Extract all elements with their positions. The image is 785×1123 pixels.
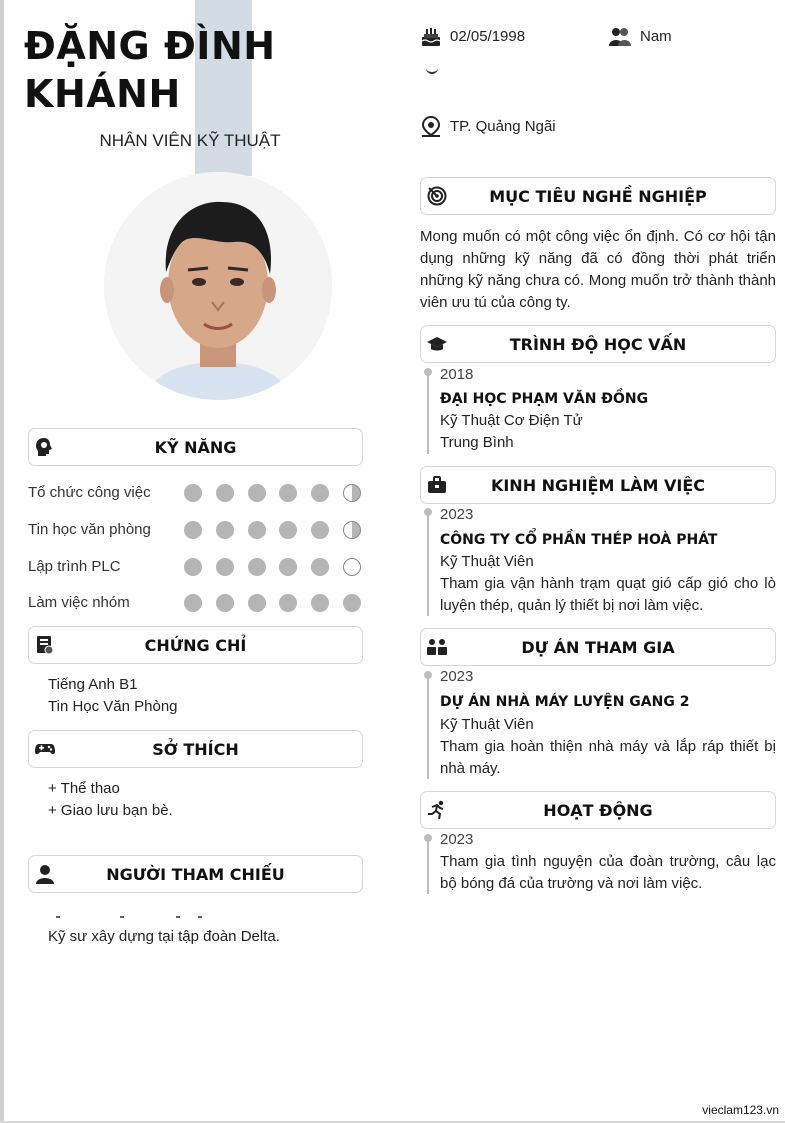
skill-row (28, 556, 364, 578)
certificate-item: Tiếng Anh B1 (48, 676, 138, 693)
skill-rating-dot (279, 521, 297, 539)
certificates-title: CHỨNG CHỈ (144, 636, 247, 655)
timeline-line (427, 374, 429, 454)
certificates-section-header (28, 626, 363, 664)
page-edge-left (0, 0, 4, 1123)
certificate-item: Tin Học Văn Phòng (48, 698, 178, 715)
skill-rating-dot (248, 558, 266, 576)
avatar (104, 172, 332, 400)
skills-section-header (28, 428, 363, 466)
education-major: Kỹ Thuật Cơ Điện Tử (440, 412, 583, 429)
objective-title: MỤC TIÊU NGHỀ NGHIỆP (489, 187, 707, 206)
graduation-cap-icon (427, 334, 447, 354)
references-title: NGƯỜI THAM CHIẾU (106, 865, 285, 884)
project-role: Kỹ Thuật Viên (440, 716, 534, 733)
skill-rating-dot (216, 594, 234, 612)
skill-label: Tổ chức công việc (28, 484, 151, 501)
lightbulb-head-icon (35, 437, 55, 457)
skill-rating-dot (311, 594, 329, 612)
skill-rating-dot (248, 484, 266, 502)
skill-rating-dot (216, 484, 234, 502)
target-icon (427, 186, 447, 206)
team-icon (427, 637, 447, 657)
skills-title: KỸ NĂNG (154, 438, 237, 457)
projects-title: DỰ ÁN THAM GIA (521, 638, 675, 657)
skill-rating-dot (311, 558, 329, 576)
gender: Nam (640, 28, 672, 45)
experience-description: Tham gia vận hành trạm quạt gió cấp gió cho lò luyện thép, quản lý thiết bị nơi làm việc. (440, 575, 776, 614)
skill-rating-dot (343, 594, 361, 612)
objective-section-header (420, 177, 776, 215)
education-grade: Trung Bình (440, 434, 514, 451)
education-section-header (420, 325, 776, 363)
skill-row (28, 592, 364, 614)
gender-users-icon (609, 26, 631, 48)
hobby-item: + Giao lưu bạn bè. (48, 802, 173, 819)
activity-year: 2023 (440, 831, 474, 848)
project-description: Tham gia hoàn thiện nhà máy và lắp ráp thiết bị nhà máy. (440, 738, 776, 777)
skill-rating-dot (311, 521, 329, 539)
avatar-portrait (104, 172, 332, 400)
footer-brand: vieclam123.vn (702, 1103, 779, 1117)
reference-line: Kỹ sư xây dựng tại tập đoàn Delta. (48, 928, 280, 945)
job-title: NHÂN VIÊN KỸ THUẬT (99, 131, 281, 150)
activities-title: HOẠT ĐỘNG (543, 801, 653, 820)
map-pin-icon (420, 116, 442, 138)
project-name: DỰ ÁN NHÀ MÁY LUYỆN GANG 2 (440, 694, 690, 710)
user-icon (35, 864, 55, 884)
gamepad-icon (35, 739, 55, 759)
experience-position: Kỹ Thuật Viên (440, 553, 534, 570)
experience-year: 2023 (440, 506, 474, 523)
education-school: ĐẠI HỌC PHẠM VĂN ĐỒNG (440, 391, 649, 407)
skill-rating-dot (184, 594, 202, 612)
activity-description: Tham gia tình nguyện của đoàn trường, câu lạc bộ bóng đá của trường và nơi làm việc. (440, 853, 776, 892)
activities-section-header (420, 791, 776, 829)
location: TP. Quảng Ngãi (450, 118, 556, 135)
skill-rating-dot (279, 558, 297, 576)
hobbies-section-header (28, 730, 363, 768)
running-icon (427, 800, 447, 820)
timeline-line (427, 677, 429, 779)
skill-rating-dot (216, 521, 234, 539)
skill-rating-dot (279, 594, 297, 612)
objective-text: Mong muốn có một công việc ổn định. Có cơ hội tận dụng những kỹ năng đã có đồng thời phát triển những kỹ năng chưa có. Mong muốn trở thành thành viên ưu tú của công ty. (420, 228, 776, 311)
skill-rating-dot (184, 558, 202, 576)
experience-title: KINH NGHIỆM LÀM VIỆC (490, 476, 706, 495)
skill-rating-dot (248, 521, 266, 539)
project-year: 2023 (440, 668, 474, 685)
birthday-cake-icon (420, 26, 442, 48)
candidate-name (24, 22, 276, 118)
skill-label: Làm việc nhóm (28, 594, 130, 611)
skill-rating-dot (216, 558, 234, 576)
briefcase-icon (427, 475, 447, 495)
education-year: 2018 (440, 366, 474, 383)
birthdate: 02/05/1998 (450, 28, 526, 45)
skill-row (28, 482, 364, 504)
experience-company: CÔNG TY CỔ PHẦN THÉP HOÀ PHÁT (440, 532, 718, 548)
skill-rating-dot (343, 521, 361, 539)
hobby-item: + Thể thao (48, 780, 120, 797)
clipped-icon-fragment (426, 66, 438, 74)
skill-rating-dot (248, 594, 266, 612)
certificate-icon (35, 635, 55, 655)
references-section-header (28, 855, 363, 893)
skill-rating-dot (343, 558, 361, 576)
skill-rating-dot (184, 521, 202, 539)
education-title: TRÌNH ĐỘ HỌC VẤN (509, 335, 687, 354)
candidate-name-line1: ĐẶNG ĐÌNH (24, 24, 276, 68)
experience-section-header (420, 466, 776, 504)
hobbies-title: SỞ THÍCH (152, 740, 239, 759)
skill-label: Lập trình PLC (28, 558, 121, 575)
projects-section-header (420, 628, 776, 666)
candidate-name-line2: KHÁNH (24, 72, 181, 116)
skill-rating-dot (279, 484, 297, 502)
skill-rating-dot (343, 484, 361, 502)
skill-rating-dot (311, 484, 329, 502)
skill-row (28, 519, 364, 541)
skill-label: Tin học văn phòng (28, 521, 151, 538)
clipped-reference-line (48, 914, 228, 919)
timeline-line (427, 840, 429, 894)
skill-rating-dot (184, 484, 202, 502)
timeline-line (427, 514, 429, 616)
